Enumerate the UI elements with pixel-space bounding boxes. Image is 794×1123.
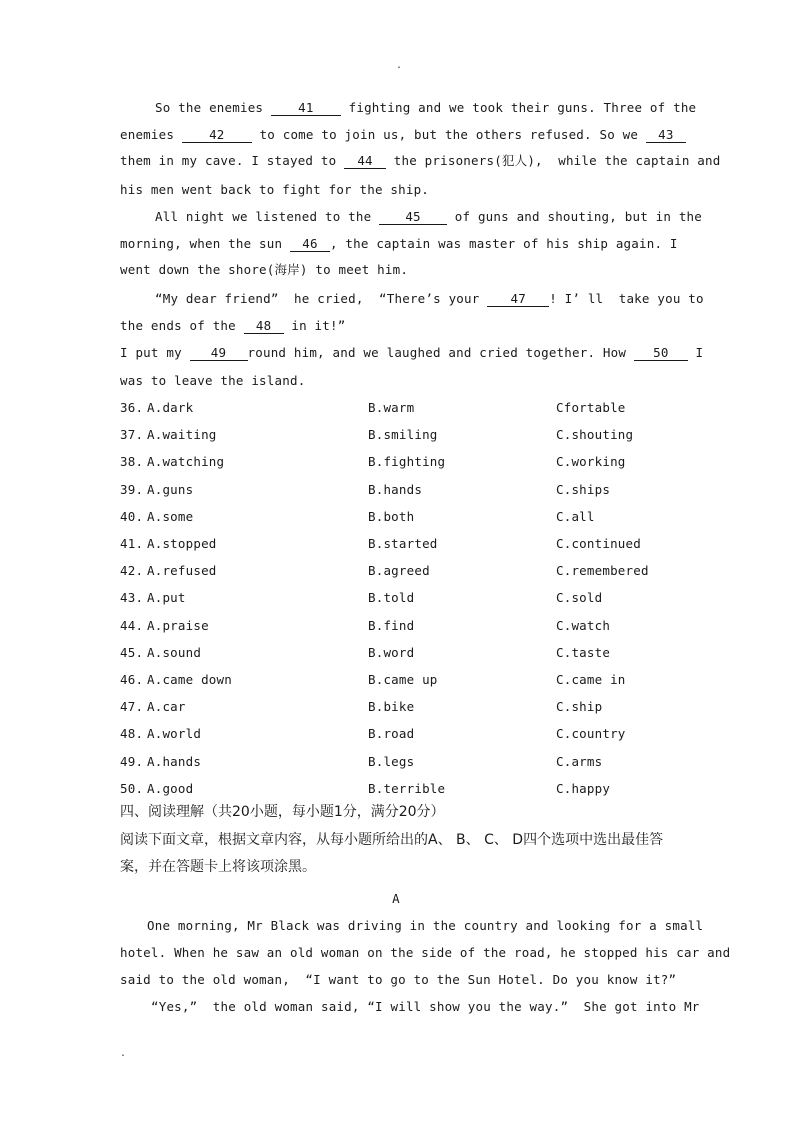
passage-a-line3: said to the old woman, “I want to go to the Sun Hotel. Do you know it?” bbox=[120, 972, 677, 987]
option-b[interactable]: B.hands bbox=[368, 482, 423, 497]
option-a[interactable]: A.stopped bbox=[147, 536, 217, 551]
blank-42[interactable]: 42 bbox=[182, 128, 252, 143]
passage-p1-line1: So the enemies 41 fighting and we took their guns. Three of the bbox=[155, 100, 697, 115]
passage-a-line2: hotel. When he saw an old woman on the side of the road, he stopped his car and bbox=[120, 945, 731, 960]
option-b[interactable]: B.fighting bbox=[368, 454, 446, 469]
option-b[interactable]: B.word bbox=[368, 645, 415, 660]
blank-47[interactable]: 47 bbox=[487, 292, 549, 307]
blank-44[interactable]: 44 bbox=[344, 154, 386, 169]
option-b[interactable]: B.road bbox=[368, 726, 415, 741]
option-c[interactable]: C.continued bbox=[556, 536, 641, 551]
option-a[interactable]: A.watching bbox=[147, 454, 225, 469]
option-number: 44. bbox=[120, 618, 144, 633]
option-a[interactable]: A.dark bbox=[147, 400, 194, 415]
blank-45[interactable]: 45 bbox=[379, 210, 447, 225]
option-number: 39. bbox=[120, 482, 144, 497]
passage-p2-line3: went down the shore(海岸) to meet him. bbox=[120, 262, 409, 277]
option-a[interactable]: A.came down bbox=[147, 672, 232, 687]
option-a[interactable]: A.put bbox=[147, 590, 186, 605]
option-b[interactable]: B.agreed bbox=[368, 563, 430, 578]
blank-43[interactable]: 43 bbox=[646, 128, 686, 143]
option-b[interactable]: B.told bbox=[368, 590, 415, 605]
option-number: 42. bbox=[120, 563, 144, 578]
option-a[interactable]: A.sound bbox=[147, 645, 202, 660]
option-b[interactable]: B.started bbox=[368, 536, 438, 551]
section4-instruction-line2: 案，并在答题卡上将该项涂黑。 bbox=[120, 859, 316, 875]
option-number: 40. bbox=[120, 509, 144, 524]
option-number: 37. bbox=[120, 427, 144, 442]
option-c[interactable]: C.watch bbox=[556, 618, 611, 633]
option-b[interactable]: B.came up bbox=[368, 672, 438, 687]
option-number: 43. bbox=[120, 590, 144, 605]
passage-p3-line1: “My dear friend” he cried, “There’s your 47 ! I’ ll take you to bbox=[155, 291, 704, 306]
option-c[interactable]: C.ship bbox=[556, 699, 603, 714]
option-number: 46. bbox=[120, 672, 144, 687]
passage-p2-line1: All night we listened to the 45 of guns and shouting, but in the bbox=[155, 209, 702, 224]
option-a[interactable]: A.praise bbox=[147, 618, 209, 633]
option-b[interactable]: B.terrible bbox=[368, 781, 446, 796]
option-number: 36. bbox=[120, 400, 144, 415]
option-c[interactable]: C.arms bbox=[556, 754, 603, 769]
passage-p2-line2: morning, when the sun 46 , the captain was master of his ship again. I bbox=[120, 236, 678, 251]
passage-p1-line2: enemies 42 to come to join us, but the others refused. So we 43 bbox=[120, 127, 686, 143]
section4-title: 四、阅读理解（共20小题，每小题1分，满分20分） bbox=[120, 804, 445, 820]
option-b[interactable]: B.legs bbox=[368, 754, 415, 769]
option-a[interactable]: A.some bbox=[147, 509, 194, 524]
passage-p1-line4: his men went back to fight for the ship. bbox=[120, 182, 430, 197]
option-number: 38. bbox=[120, 454, 144, 469]
blank-50[interactable]: 50 bbox=[634, 346, 688, 361]
option-number: 41. bbox=[120, 536, 144, 551]
blank-46[interactable]: 46 bbox=[290, 237, 330, 252]
option-a[interactable]: A.refused bbox=[147, 563, 217, 578]
passage-p4-line2: was to leave the island. bbox=[120, 373, 306, 388]
passage-p1-line3: them in my cave. I stayed to 44 the prisoners(犯人), while the captain and bbox=[120, 153, 721, 168]
option-number: 47. bbox=[120, 699, 144, 714]
option-c[interactable]: C.ships bbox=[556, 482, 611, 497]
option-c[interactable]: C.shouting bbox=[556, 427, 634, 442]
option-b[interactable]: B.smiling bbox=[368, 427, 438, 442]
passage-p3-line2: the ends of the 48 in it!” bbox=[120, 318, 346, 333]
option-c[interactable]: C.sold bbox=[556, 590, 603, 605]
option-a[interactable]: A.good bbox=[147, 781, 194, 796]
blank-48[interactable]: 48 bbox=[244, 319, 284, 334]
option-number: 45. bbox=[120, 645, 144, 660]
option-a[interactable]: A.hands bbox=[147, 754, 202, 769]
option-c[interactable]: C.remembered bbox=[556, 563, 649, 578]
blank-49[interactable]: 49 bbox=[190, 346, 248, 361]
header-dot: . bbox=[396, 60, 403, 71]
footer-dot: . bbox=[120, 1048, 127, 1059]
option-b[interactable]: B.both bbox=[368, 509, 415, 524]
option-c[interactable]: C.all bbox=[556, 509, 595, 524]
passage-p4-line1: I put my 49 round him, and we laughed and cried together. How 50 I bbox=[120, 345, 704, 360]
section4-instruction-line1: 阅读下面文章，根据文章内容，从每小题所给出的A、 B、 C、 D四个选项中选出最佳答 bbox=[120, 832, 664, 848]
option-c[interactable]: Cfortable bbox=[556, 400, 626, 415]
option-number: 48. bbox=[120, 726, 144, 741]
option-c[interactable]: C.taste bbox=[556, 645, 611, 660]
option-b[interactable]: B.find bbox=[368, 618, 415, 633]
option-a[interactable]: A.guns bbox=[147, 482, 194, 497]
option-number: 50. bbox=[120, 781, 144, 796]
option-c[interactable]: C.working bbox=[556, 454, 626, 469]
option-a[interactable]: A.car bbox=[147, 699, 186, 714]
option-c[interactable]: C.happy bbox=[556, 781, 611, 796]
option-number: 49. bbox=[120, 754, 144, 769]
option-b[interactable]: B.bike bbox=[368, 699, 415, 714]
option-b[interactable]: B.warm bbox=[368, 400, 415, 415]
passage-a-line4: “Yes,” the old woman said, “I will show you the way.” She got into Mr bbox=[151, 999, 700, 1014]
option-a[interactable]: A.world bbox=[147, 726, 202, 741]
passage-a-line1: One morning, Mr Black was driving in the country and looking for a small bbox=[147, 918, 704, 933]
option-c[interactable]: C.country bbox=[556, 726, 626, 741]
option-a[interactable]: A.waiting bbox=[147, 427, 217, 442]
option-c[interactable]: C.came in bbox=[556, 672, 626, 687]
blank-41[interactable]: 41 bbox=[271, 101, 341, 116]
passage-a-label: A bbox=[392, 891, 400, 906]
